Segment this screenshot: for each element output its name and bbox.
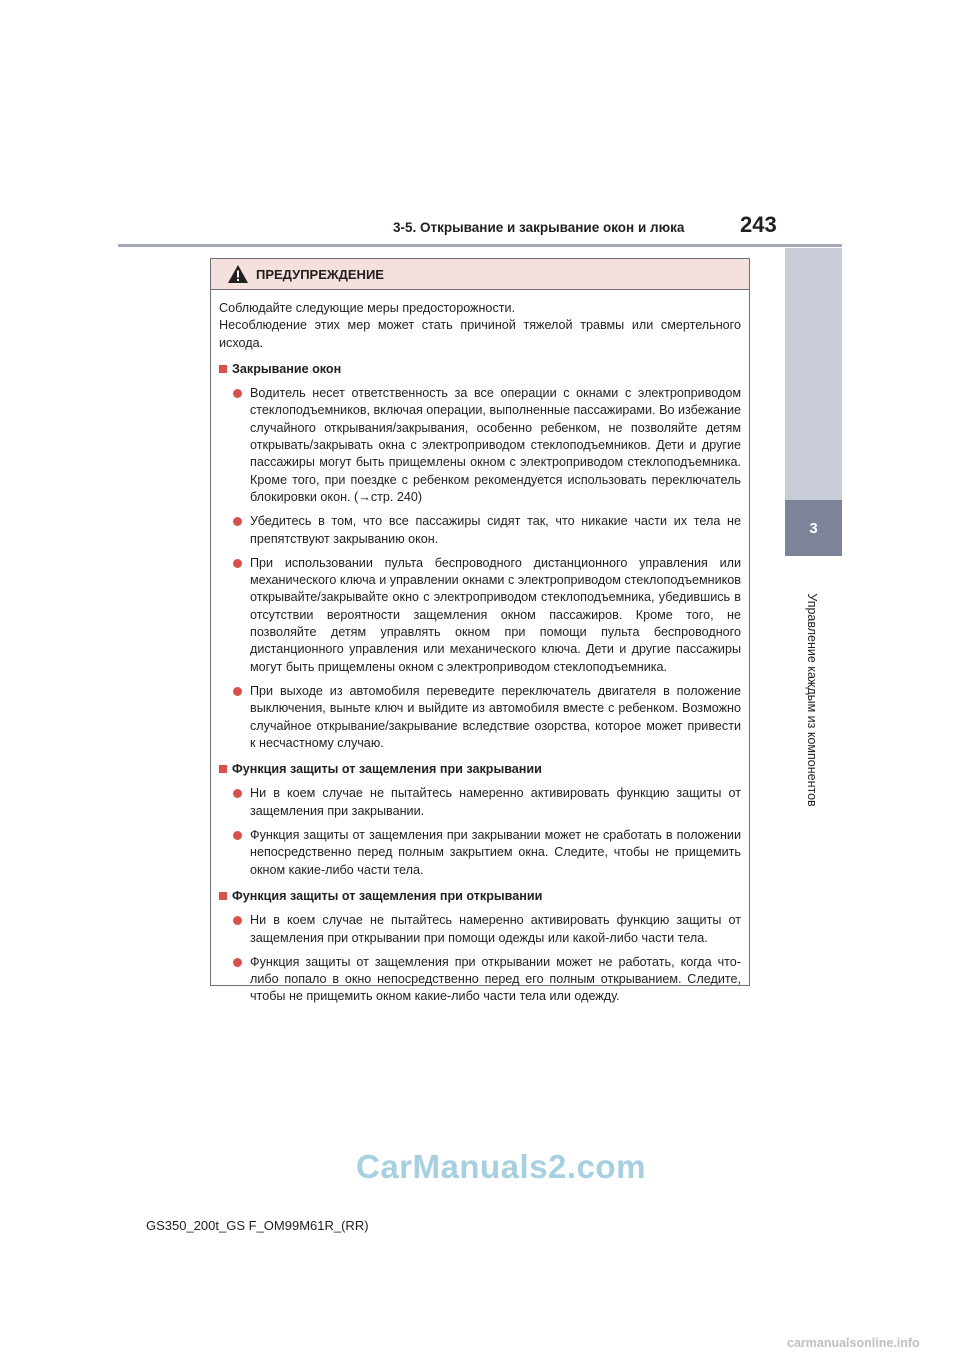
warning-box — [210, 258, 750, 1004]
header-divider — [118, 244, 842, 247]
square-bullet-icon — [219, 365, 227, 373]
circle-bullet-icon — [233, 831, 242, 840]
list-item-text: Функция защиты от защемления при открывании может не работать, когда что-либо попало в окно непосредственно перед его полным открыванием. Следите, чтобы не прищемить окном какие-либо части тела или одежду. — [250, 954, 741, 1004]
circle-bullet-icon — [233, 916, 242, 925]
list-item-text: Водитель несет ответственность за все операции с окнами с электроприводом стеклоподъемников, включая операции, выполненные пассажирами. Во избежание случайного открывания/закрывания, особенно ребенком, не позволяйте детям открывать/закрывать окна с электроприводом стеклоподъемников. Дети и другие пассажиры могут быть прищемлены окном с электроприводом стеклоподъемника. Кроме того, при поездке с ребенком рекомендуется использовать переключатель блокировки окон. (→стр. 240) — [250, 386, 741, 504]
circle-bullet-icon — [233, 389, 242, 398]
list-item — [219, 785, 741, 820]
page-header — [0, 0, 960, 250]
warning-intro-1: Соблюдайте следующие меры предосторожности. — [219, 301, 516, 315]
circle-bullet-icon — [233, 687, 242, 696]
circle-bullet-icon — [233, 958, 242, 967]
circle-bullet-icon — [233, 559, 242, 568]
list-item — [219, 827, 741, 879]
list-item — [219, 912, 741, 947]
list-item-text: Ни в коем случае не пытайтесь намеренно активировать функцию защиты от защемления при закрывании. — [250, 786, 741, 818]
warning-intro-2: Несоблюдение этих мер может стать причиной тяжелой травмы или смертельного исхода. — [219, 318, 741, 350]
chapter-title: Управление каждым из компонентов — [805, 593, 819, 807]
list-item — [219, 385, 741, 506]
list-item-text: Убедитесь в том, что все пассажиры сидят так, что никакие части их тела не препятствуют закрыванию окон. — [250, 514, 741, 546]
section-heading-text: Функция защиты от защемления при открывании — [232, 888, 543, 903]
list-item-text: Ни в коем случае не пытайтесь намеренно активировать функцию защиты от защемления при открывании при помощи одежды или какой-либо части тела. — [250, 913, 741, 945]
warning-triangle-icon — [227, 264, 249, 284]
list-item-text: При выходе из автомобиля переведите переключатель двигателя в положение выключения, выньте ключ и выйдите из автомобиля вместе с ребенком. Возможно случайное открывание/закрывание вследствие озорства, которое может привести к несчастному случаю. — [250, 683, 741, 750]
section-heading-text: Закрывание окон — [232, 361, 342, 376]
section-heading — [219, 888, 741, 905]
section-heading — [219, 361, 741, 378]
list-item — [219, 954, 741, 1006]
list-item — [219, 683, 741, 752]
section-title: 3-5. Открывание и закрывание окон и люка — [393, 220, 685, 235]
circle-bullet-icon — [233, 517, 242, 526]
list-item-text: При использовании пульта беспроводного дистанционного управления или механического ключа и управлении окнами с электроприводом стеклоподъемников открывайте/закрывайте окно с электроприводом стеклоподъемника, убедившись в отсутствии вероятности защемления окном пассажиров. Кроме того, не позволяйте детям управлять окном при помощи пульта беспроводного дистанционного управления или механического ключа. Дети и другие пассажиры могут быть прищемлены окном с электроприводом стеклоподъемника. — [250, 555, 741, 674]
section-heading-text: Функция защиты от защемления при закрывании — [232, 762, 542, 777]
square-bullet-icon — [219, 765, 227, 773]
list-item-text: Функция защиты от защемления при закрывании может не сработать в положении непосредственно перед полным закрытием окна. Следите, чтобы не прищемить окном какие-либо части тела. — [250, 828, 741, 877]
warning-title: ПРЕДУПРЕЖДЕНИЕ — [256, 266, 384, 282]
square-bullet-icon — [219, 892, 227, 900]
list-item — [219, 555, 741, 676]
watermark-logo: CarManuals2.com — [356, 1148, 646, 1185]
page-number: 243 — [740, 212, 777, 237]
chapter-number: 3 — [785, 500, 842, 556]
list-item — [219, 513, 741, 548]
warning-header — [211, 259, 749, 290]
circle-bullet-icon — [233, 789, 242, 798]
warning-body — [211, 290, 749, 1006]
section-heading — [219, 761, 741, 778]
watermark-corner: carmanualsonline.info — [787, 1336, 920, 1350]
document-code: GS350_200t_GS F_OM99M61R_(RR) — [146, 1218, 369, 1233]
